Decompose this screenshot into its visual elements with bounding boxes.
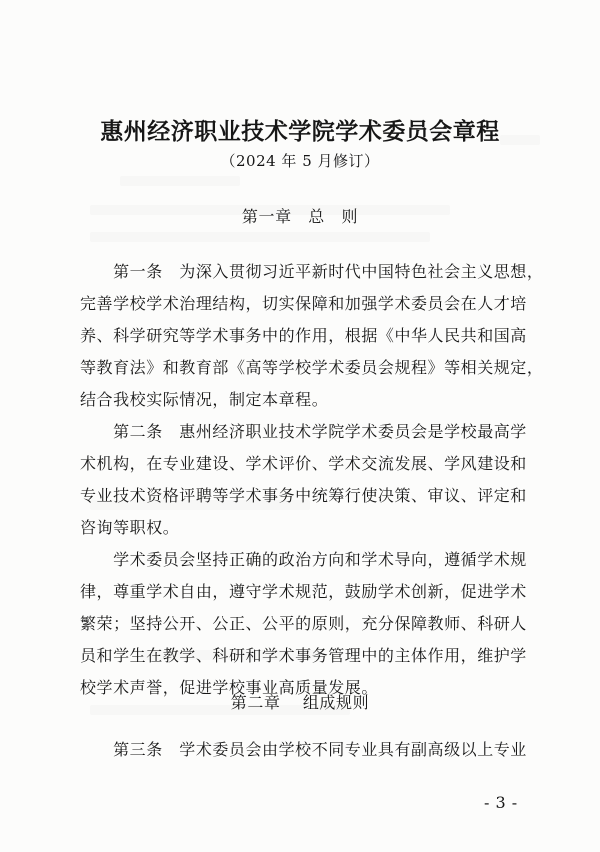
paragraph-line: 等教育法》和教育部《高等学校学术委员会规程》等相关规定， <box>80 358 544 377</box>
paragraph-line: 第三条 学术委员会由学校不同专业具有副高级以上专业 <box>80 740 527 759</box>
paragraph-line: 第一条 为深入贯彻习近平新时代中国特色社会主义思想， <box>80 262 544 281</box>
paragraph-line: 学术委员会坚持正确的政治方向和学术导向，遵循学术规 <box>80 550 527 569</box>
paragraph-line: 校学术声誉，促进学校事业高质量发展。 <box>80 678 378 697</box>
paragraph-line: 咨询等职权。 <box>80 518 180 537</box>
chapter-two-heading: 第二章 组成规则 <box>230 693 370 712</box>
bleed-through-mark <box>120 176 240 186</box>
bleed-through-mark <box>90 232 430 242</box>
paragraph-line: 第二条 惠州经济职业技术学院学术委员会是学校最高学 <box>80 422 527 441</box>
paragraph-line: 术机构，在专业建设、学术评价、学术交流发展、学风建设和 <box>80 454 527 473</box>
chapter-one-heading: 第一章 总 则 <box>241 207 359 226</box>
paragraph-line: 完善学校学术治理结构，切实保障和加强学术委员会在人才培 <box>80 294 527 313</box>
paragraph-line: 结合我校实际情况，制定本章程。 <box>80 390 329 409</box>
paragraph-line: 律，尊重学术自由，遵守学术规范，鼓励学术创新，促进学术 <box>80 582 527 601</box>
paragraph-line: 繁荣；坚持公开、公正、公平的原则，充分保障教师、科研人 <box>80 614 527 633</box>
paragraph-line: 专业技术资格评聘等学术事务中统筹行使决策、审议、评定和 <box>80 486 527 505</box>
paragraph-line: 员和学生在教学、科研和学术事务管理中的主体作用，维护学 <box>80 646 527 665</box>
revision-date: （2024 年 5 月修订） <box>220 152 380 170</box>
page-number: - 3 - <box>484 793 518 812</box>
document-title: 惠州经济职业技术学院学术委员会章程 <box>100 118 500 145</box>
paragraph-line: 养、科学研究等学术事务中的作用，根据《中华人民共和国高 <box>80 326 527 345</box>
